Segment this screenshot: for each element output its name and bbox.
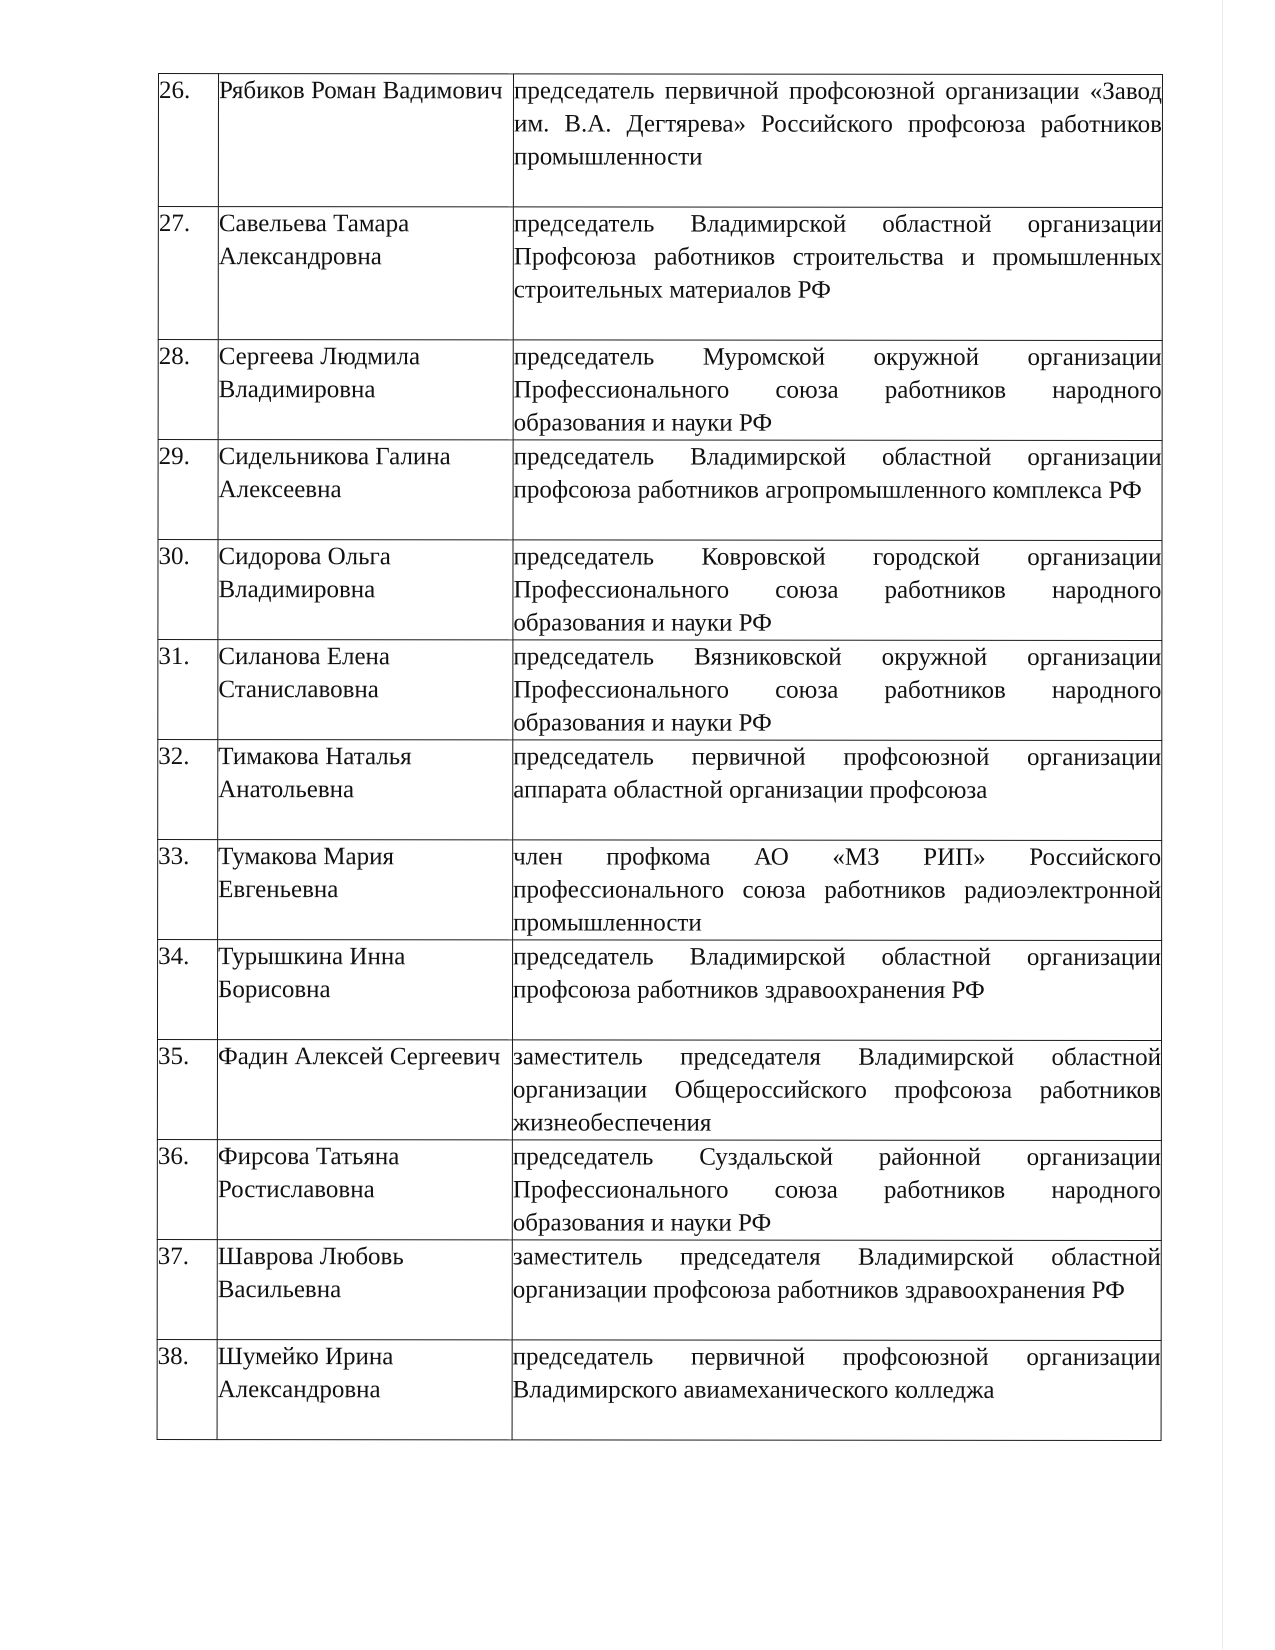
row-number: 27. <box>158 207 218 340</box>
member-name: Турышкина Инна Борисовна <box>217 940 512 1040</box>
member-name: Тимакова Наталья Анатольевна <box>218 740 513 840</box>
member-name: Сидорова Ольга Владимировна <box>218 540 513 640</box>
member-position: председатель Владимирской областной организации Профсоюза работников строительства и промышленных строительных материалов РФ <box>513 207 1162 341</box>
row-number: 31. <box>158 640 218 740</box>
row-number: 38. <box>157 1339 217 1439</box>
row-number: 29. <box>158 440 218 540</box>
member-name: Шумейко Ирина Александровна <box>217 1340 512 1440</box>
row-number: 30. <box>158 540 218 640</box>
table-row <box>158 74 1162 208</box>
row-number: 32. <box>158 740 218 840</box>
row-number: 28. <box>158 340 218 440</box>
member-position: председатель первичной профсоюзной организации Владимирского авиамеханического колледжа <box>512 1340 1161 1441</box>
member-position: член профкома АО «МЗ РИП» Российского профессионального союза работников радиоэлектронной промышленности <box>513 840 1162 941</box>
table-row <box>158 740 1162 841</box>
member-name: Силанова Елена Станиславовна <box>218 640 513 740</box>
member-name: Фирсова Татьяна Ростиславовна <box>217 1140 512 1240</box>
member-name: Шаврова Любовь Васильевна <box>217 1240 512 1340</box>
row-number: 34. <box>157 940 217 1040</box>
row-number: 37. <box>157 1239 217 1339</box>
member-name: Сидельникова Галина Алексеевна <box>218 440 513 540</box>
member-position: председатель первичной профсоюзной организации аппарата областной организации профсоюза <box>513 740 1162 841</box>
member-position: заместитель председателя Владимирской областной организации профсоюза работников здравоохранения РФ <box>512 1240 1161 1341</box>
table-row <box>158 340 1162 441</box>
table-row <box>158 440 1162 541</box>
page-edge-line <box>1222 0 1223 1650</box>
member-position: председатель Суздальской районной организации Профессионального союза работников народного образования и науки РФ <box>512 1140 1161 1241</box>
member-position: председатель первичной профсоюзной организации «Завод им. В.А. Дегтярева» Российского профсоюза работников промышленности <box>513 74 1162 208</box>
member-name: Рябиков Роман Вадимович <box>218 74 513 207</box>
member-position: председатель Ковровской городской организации Профессионального союза работников народного образования и науки РФ <box>513 540 1162 641</box>
table-row <box>157 1040 1161 1141</box>
row-number: 36. <box>157 1139 217 1239</box>
table-row <box>158 640 1162 741</box>
members-table <box>157 73 1163 1441</box>
table-row <box>157 1139 1161 1240</box>
row-number: 35. <box>157 1040 217 1140</box>
member-position: председатель Муромской окружной организации Профессионального союза работников народного образования и науки РФ <box>513 340 1162 441</box>
member-position: председатель Владимирской областной организации профсоюза работников агропромышленного комплекса РФ <box>513 440 1162 541</box>
member-position: заместитель председателя Владимирской областной организации Общероссийского профсоюза работников жизнеобеспечения <box>512 1040 1161 1141</box>
row-number: 26. <box>158 74 218 207</box>
table-row <box>157 1339 1161 1440</box>
table-row <box>157 940 1161 1041</box>
member-position: председатель Вязниковской окружной организации Профессионального союза работников народного образования и науки РФ <box>513 640 1162 741</box>
member-position: председатель Владимирской областной организации профсоюза работников здравоохранения РФ <box>512 940 1161 1041</box>
row-number: 33. <box>158 840 218 940</box>
member-name: Савельева Тамара Александровна <box>218 207 513 340</box>
table-row <box>158 207 1162 341</box>
member-name: Тумакова Мария Евгеньевна <box>218 840 513 940</box>
table-row <box>157 1239 1161 1340</box>
member-name: Сергеева Людмила Владимировна <box>218 340 513 440</box>
table-row <box>158 840 1162 941</box>
member-name: Фадин Алексей Сергеевич <box>217 1040 512 1140</box>
table-row <box>158 540 1162 641</box>
